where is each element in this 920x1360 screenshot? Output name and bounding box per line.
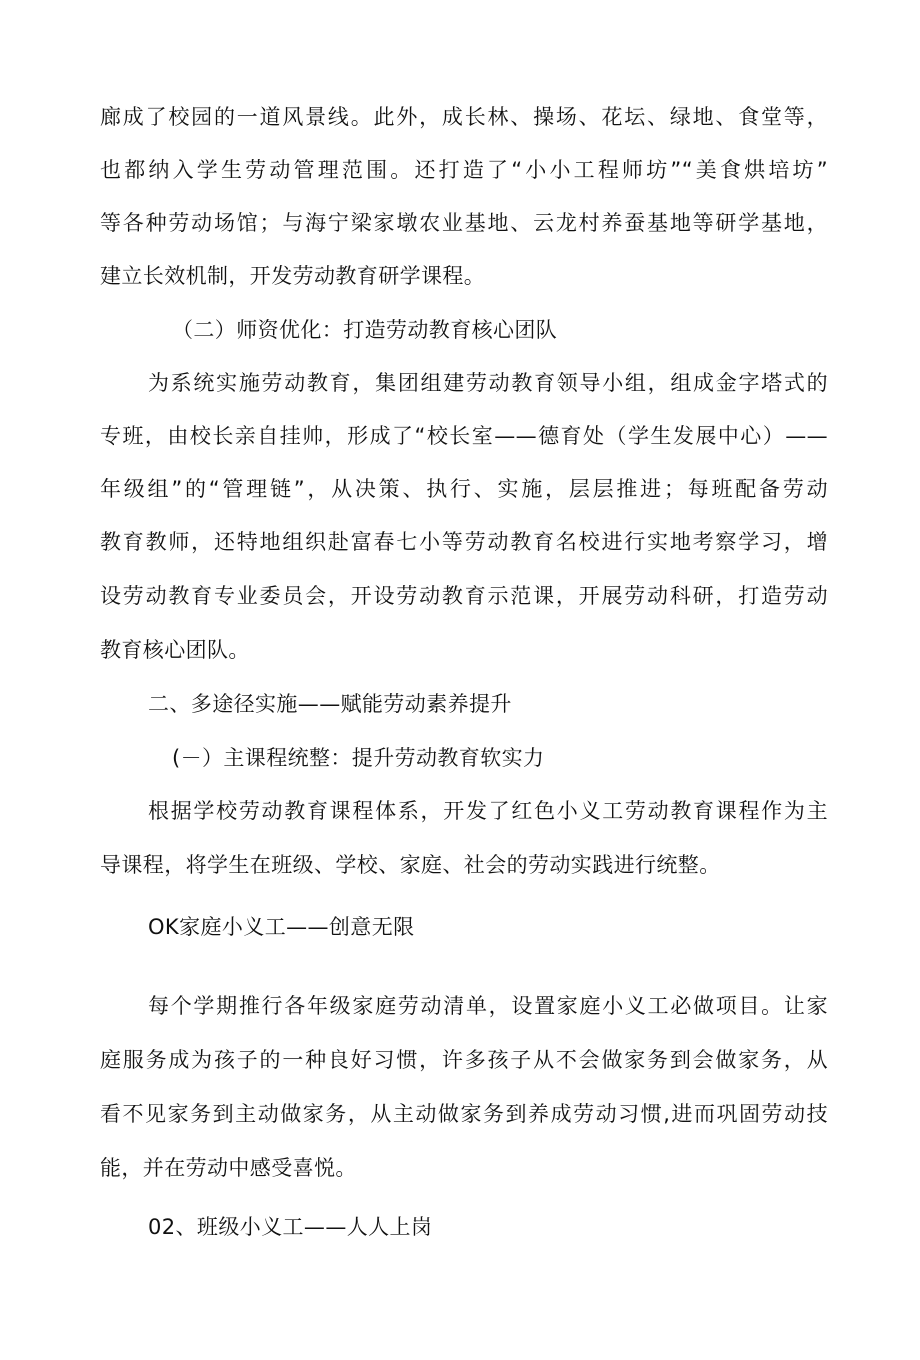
paragraph-line: 庭服务成为孩子的一种良好习惯，许多孩子从不会做家务到会做家务，从 (100, 1048, 828, 1072)
paragraph-line: 年级组”的“管理链”，从决策、执行、实施，层层推进；每班配备劳动 (100, 477, 828, 501)
paragraph-line: 每个学期推行各年级家庭劳动清单，设置家庭小义工必做项目。让家 (148, 994, 828, 1018)
section-heading-2: 二、多途径实施——赋能劳动素养提升 (148, 692, 512, 716)
paragraph-line: 廊成了校园的一道风景线。此外，成长林、操场、花坛、绿地、食堂等， (100, 105, 828, 129)
paragraph-line: 根据学校劳动教育课程体系，开发了红色小义工劳动教育课程作为主 (148, 799, 828, 823)
paragraph-line: 建立长效机制，开发劳动教育研学课程。 (100, 264, 486, 288)
paragraph-line: 看不见家务到主动做家务，从主动做家务到养成劳动习惯,进而巩固劳动技 (100, 1102, 828, 1126)
subheading-family: OK家庭小义工——创意无限 (148, 915, 415, 939)
paragraph-line: 教育教师，还特地组织赴富春七小等劳动教育名校进行实地考察学习，增 (100, 530, 828, 554)
paragraph-line: 为系统实施劳动教育，集团组建劳动教育领导小组，组成金字塔式的 (148, 371, 828, 395)
paragraph-line: 教育核心团队。 (100, 638, 250, 662)
paragraph-line: 也都纳入学生劳动管理范围。还打造了“小小工程师坊”“美食烘培坊” (100, 158, 828, 182)
paragraph-line: 等各种劳动场馆；与海宁梁家墩农业基地、云龙村养蚕基地等研学基地， (100, 211, 828, 235)
section-heading-teachers: （二）师资优化：打造劳动教育核心团队 (172, 318, 558, 342)
section-heading-course: (－）主课程统整：提升劳动教育软实力 (172, 746, 545, 770)
paragraph-line: 能，并在劳动中感受喜悦。 (100, 1156, 357, 1180)
paragraph-line: 专班，由校长亲自挂帅，形成了“校长室——德育处（学生发展中心）—— (100, 424, 828, 448)
paragraph-line: 设劳动教育专业委员会，开设劳动教育示范课，开展劳动科研，打造劳动 (100, 584, 828, 608)
subheading-class: 02、班级小义工——人人上岗 (148, 1215, 433, 1239)
paragraph-line: 导课程，将学生在班级、学校、家庭、社会的劳动实践进行统整。 (100, 853, 721, 877)
